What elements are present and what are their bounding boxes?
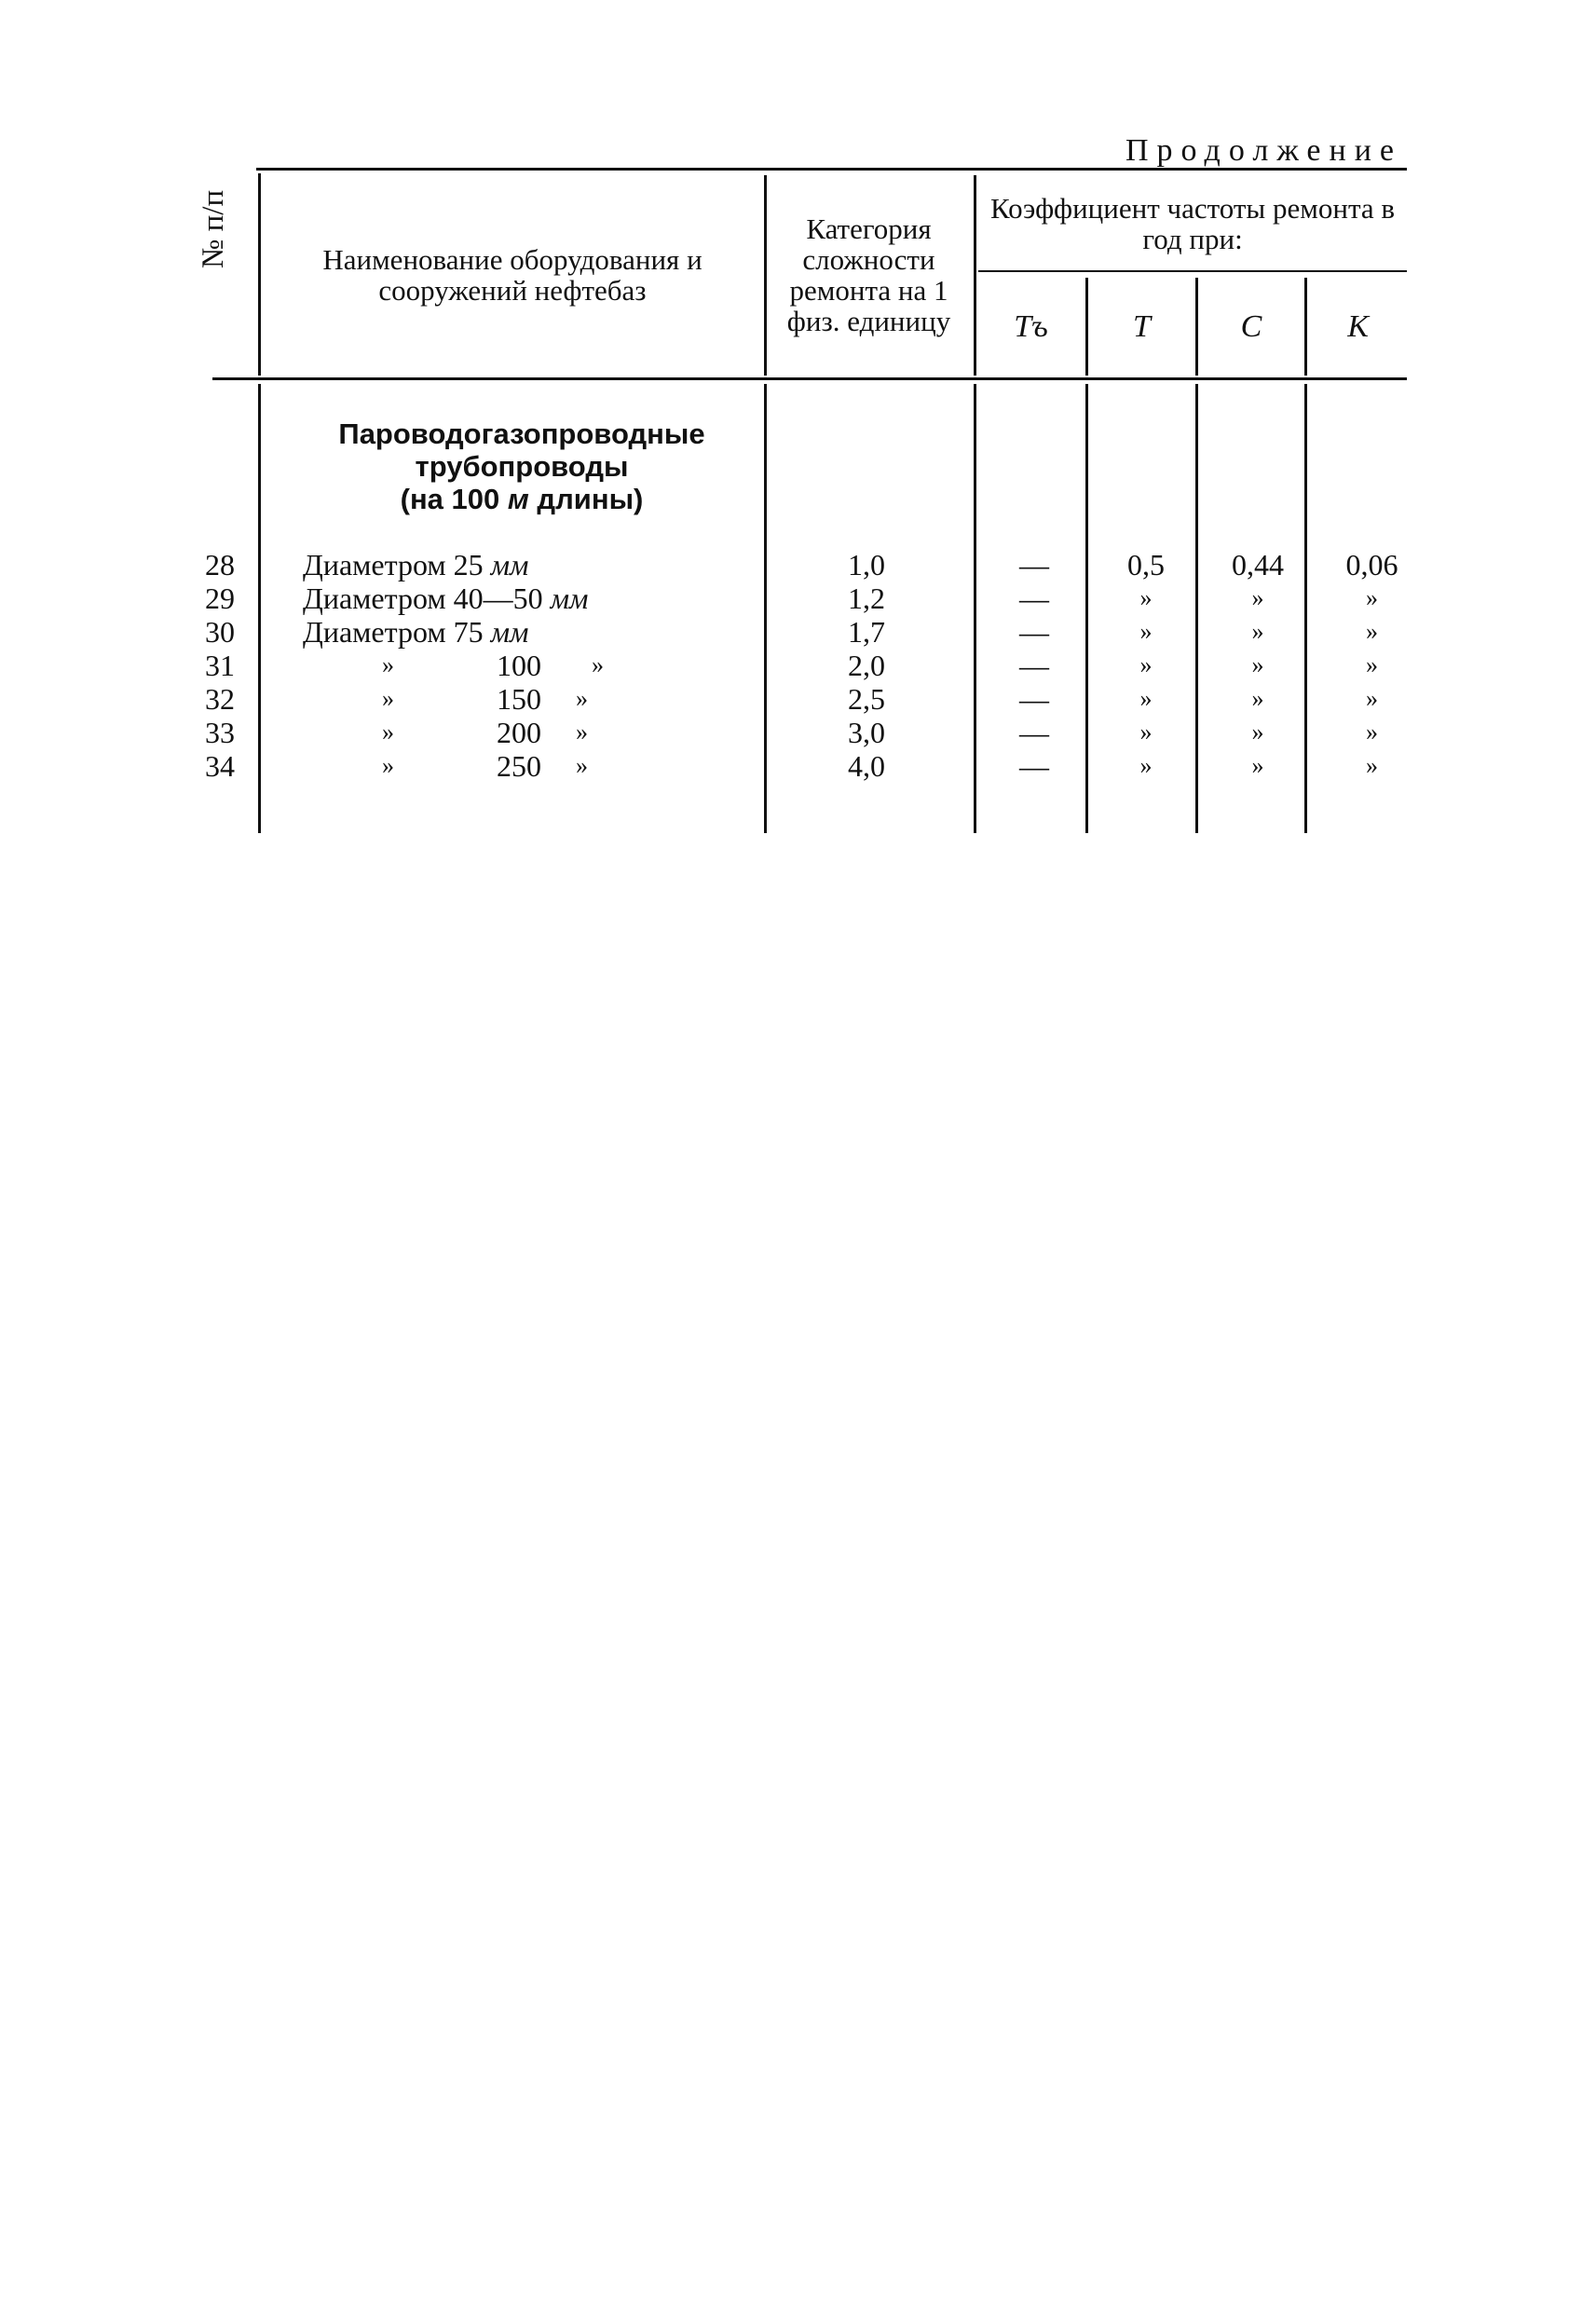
col-divider-t: [1195, 278, 1198, 376]
col-divider-category: [974, 175, 976, 376]
header-bottom-rule: [212, 377, 1407, 380]
row-size: 250: [497, 749, 541, 783]
row-category: 1,7: [848, 615, 885, 649]
row-name: Диаметром 40—50 мм: [303, 581, 589, 615]
row-c: 0,44: [1232, 548, 1284, 581]
row-k: »: [1366, 752, 1378, 779]
header-t: Т: [1133, 309, 1151, 344]
row-ditto-2: »: [576, 752, 588, 779]
table-top-rule: [256, 168, 1407, 171]
row-k: 0,06: [1345, 548, 1398, 581]
row-t: »: [1139, 718, 1153, 746]
row-c: »: [1251, 718, 1264, 746]
col-divider-tb: [1085, 278, 1088, 376]
section-title: [280, 417, 764, 515]
coef-subheader-rule: [978, 270, 1407, 272]
header-tb: Тъ: [1014, 309, 1048, 344]
row-ditto: »: [382, 685, 394, 712]
row-c: »: [1251, 685, 1264, 712]
row-t: »: [1139, 618, 1153, 645]
row-k: »: [1366, 651, 1378, 678]
col-divider-c: [1304, 278, 1307, 376]
header-name-text: Наименование оборудования и сооружений нефтебаз: [322, 243, 703, 307]
row-size: 100: [497, 649, 541, 682]
header-category: [769, 177, 969, 373]
row-category: 1,0: [848, 548, 885, 581]
row-c: »: [1251, 752, 1264, 779]
table-row: [186, 682, 1407, 716]
row-t: »: [1139, 584, 1153, 611]
row-category: 1,2: [848, 581, 885, 615]
header-num: № п/п: [196, 189, 230, 269]
header-coef-text: Коэффициент частоты ремонта в год при:: [989, 191, 1396, 255]
row-c: »: [1251, 618, 1264, 645]
row-category: 3,0: [848, 716, 885, 749]
row-k: »: [1366, 584, 1378, 611]
row-category: 2,5: [848, 682, 885, 716]
row-num: 34: [205, 749, 235, 783]
row-num: 32: [205, 682, 235, 716]
row-t: »: [1139, 752, 1153, 779]
row-num: 33: [205, 716, 235, 749]
header-category-text: Категория сложности ремонта на 1 физ. единицу: [786, 212, 951, 337]
row-tb: —: [1019, 716, 1049, 749]
row-c: »: [1251, 584, 1264, 611]
table-row: [186, 615, 1407, 649]
row-category: 2,0: [848, 649, 885, 682]
row-ditto: »: [382, 752, 394, 779]
row-k: »: [1366, 685, 1378, 712]
table-row: [186, 749, 1407, 783]
row-c: »: [1251, 651, 1264, 678]
col-divider-num: [258, 173, 261, 376]
col-divider-name: [764, 175, 767, 376]
row-ditto: »: [382, 651, 394, 678]
row-num: 31: [205, 649, 235, 682]
row-name: Диаметром 25 мм: [303, 548, 529, 581]
row-ditto: »: [382, 718, 394, 746]
row-num: 29: [205, 581, 235, 615]
row-ditto-2: »: [576, 685, 588, 712]
section-title-line-3: (на 100 м длины): [400, 483, 644, 515]
table-row: [186, 716, 1407, 749]
row-category: 4,0: [848, 749, 885, 783]
section-title-line-2: трубопроводы: [415, 450, 629, 483]
row-size: 150: [497, 682, 541, 716]
row-t: »: [1139, 651, 1153, 678]
row-tb: —: [1019, 649, 1049, 682]
continuation-label: Продолжение: [1125, 133, 1402, 168]
row-t: 0,5: [1127, 548, 1165, 581]
row-num: 28: [205, 548, 235, 581]
header-coef: [978, 179, 1407, 267]
row-tb: —: [1019, 581, 1049, 615]
row-num: 30: [205, 615, 235, 649]
table-row: [186, 581, 1407, 615]
row-ditto-2: »: [576, 718, 588, 746]
row-size: 200: [497, 716, 541, 749]
section-title-line-1: Пароводогазопроводные: [338, 417, 705, 450]
row-ditto-2: »: [592, 651, 604, 678]
row-k: »: [1366, 618, 1378, 645]
header-k: К: [1347, 309, 1369, 344]
row-tb: —: [1019, 548, 1049, 581]
row-tb: —: [1019, 749, 1049, 783]
row-tb: —: [1019, 615, 1049, 649]
table-row: [186, 548, 1407, 581]
row-tb: —: [1019, 682, 1049, 716]
table-row: [186, 649, 1407, 682]
row-k: »: [1366, 718, 1378, 746]
row-t: »: [1139, 685, 1153, 712]
row-name: Диаметром 75 мм: [303, 615, 529, 649]
header-name: [266, 177, 759, 373]
header-c: С: [1240, 309, 1262, 344]
